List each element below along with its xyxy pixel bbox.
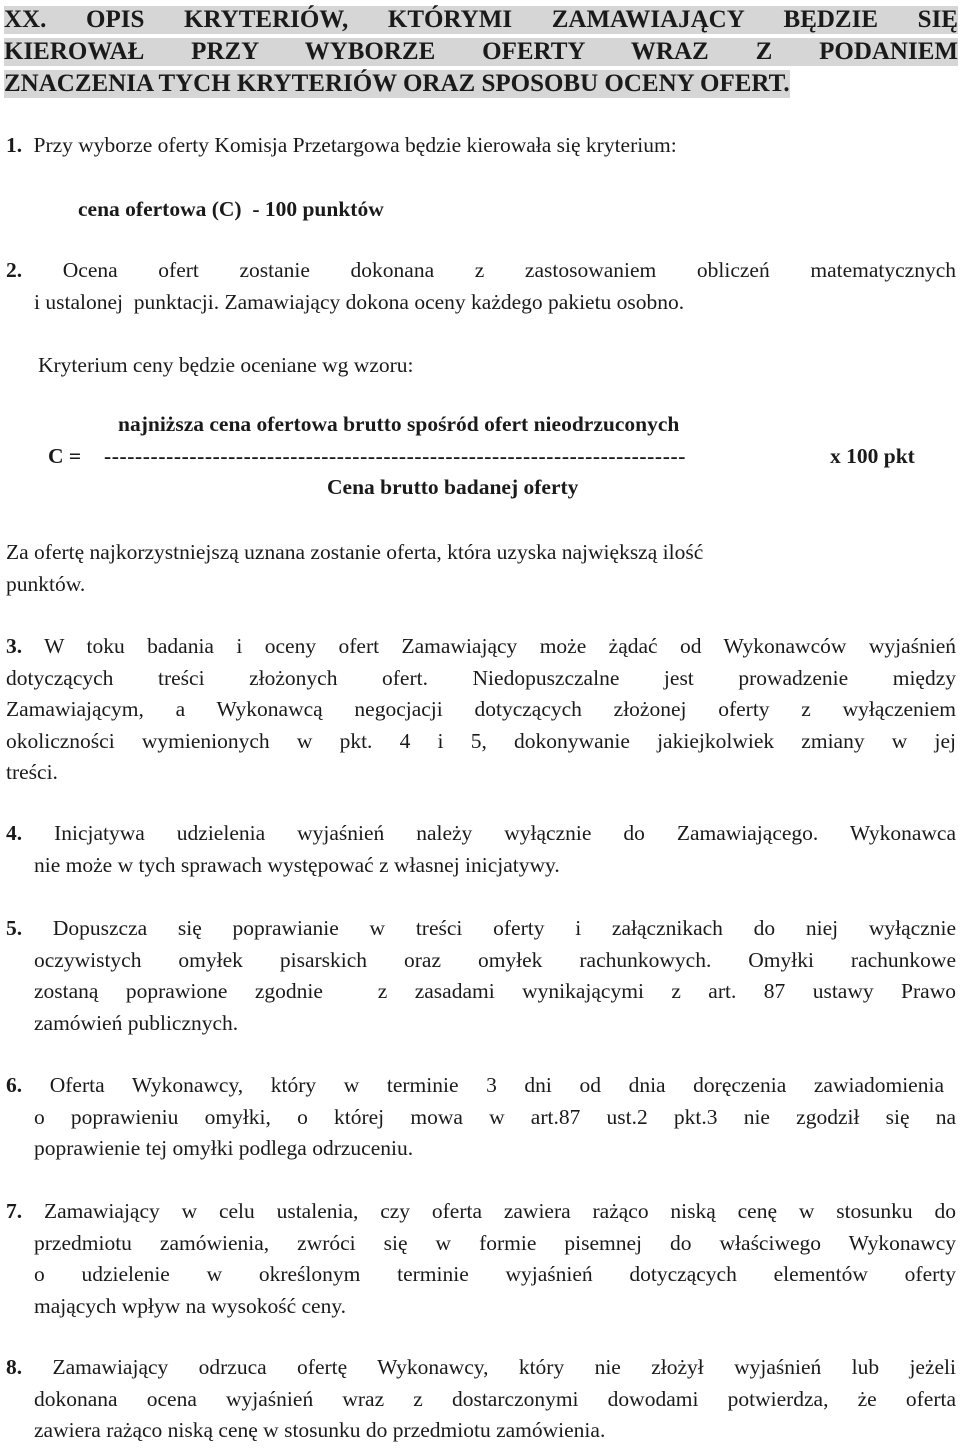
section-7-line-2: przedmiotu zamówienia, zwróci się w formie pisemnej do właściwego Wykonawcy (34, 1230, 956, 1255)
section-7 (6, 1196, 956, 1322)
formula-fraction-line: --------------------------------------------------------------------------- (104, 444, 686, 468)
section-6-line-1: Oferta Wykonawcy, który w terminie 3 dni od dnia doręczenia zawiadomienia (49, 1073, 944, 1097)
section-2 (6, 255, 956, 318)
criterion-price: cena ofertowa (C) - 100 punktów (78, 197, 384, 221)
section-8-number: 8. (6, 1355, 23, 1379)
section-8-line-1: Zamawiający odrzuca ofertę Wykonawcy, który nie złożył wyjaśnień lub jeżeli (52, 1355, 956, 1379)
heading-line-3: ZNACZENIA TYCH KRYTERIÓW ORAZ SPOSOBU OCENY OFERT. (4, 70, 790, 97)
section-7-number: 7. (6, 1199, 23, 1223)
section-5 (6, 913, 956, 1039)
formula-multiplier: x 100 pkt (830, 444, 915, 468)
section-7-line-1: Zamawiający w celu ustalenia, czy oferta zawiera rażąco niską cenę w stosunku do (43, 1199, 957, 1223)
section-3-line-1: W toku badania i oceny ofert Zamawiający może żądać od Wykonawców wyjaśnień (44, 634, 956, 658)
section-4-number: 4. (6, 821, 23, 845)
section-3-line-3: Zamawiającym, a Wykonawcą negocjacji dotyczących złożonej oferty z wyłączeniem (6, 697, 956, 721)
section-8 (6, 1352, 956, 1447)
section-4-line-2: nie może w tych sprawach występować z własnej inicjatywy. (34, 852, 560, 877)
section-2-number: 2. (6, 258, 23, 282)
formula-denominator: Cena brutto badanej oferty (327, 475, 579, 499)
best-offer-line-1: Za ofertę najkorzystniejszą uznana zostanie oferta, która uzyska największą ilość (6, 540, 704, 564)
section-8-line-2: dokonana ocena wyjaśnień wraz z dostarczonymi dowodami potwierdza, że oferta (34, 1386, 956, 1411)
section-6 (6, 1070, 956, 1165)
section-5-line-2: oczywistych omyłek pisarskich oraz omyłek rachunkowych. Omyłki rachunkowe (34, 947, 956, 972)
formula-label: C = (48, 444, 82, 468)
section-7-line-3: o udzielenie w określonym terminie wyjaśnień dotyczących elementów oferty (34, 1262, 956, 1286)
section-8-line-3: zawiera rażąco niską cenę w stosunku do przedmiotu zamówienia. (34, 1418, 606, 1442)
section-3-line-5: treści. (6, 760, 58, 784)
section-5-line-4: zamówień publicznych. (34, 1010, 239, 1035)
best-offer-line-2: punktów. (6, 571, 86, 596)
section-4-line-1: Inicjatywa udzielenia wyjaśnień należy wyłącznie do Zamawiającego. Wykonawca (54, 821, 957, 845)
heading-line-2: KIEROWAŁ PRZY WYBORZE OFERTY WRAZ Z PODANIEM (4, 38, 958, 65)
formula-row (48, 444, 915, 469)
section-2-line-1: Ocena ofert zostanie dokonana z zastosowaniem obliczeń matematycznych (62, 258, 956, 282)
section-2-line-2: i ustalonej punktacji. Zamawiający dokona oceny każdego pakietu osobno. (34, 289, 685, 314)
section-4 (6, 818, 956, 881)
section-1 (6, 130, 956, 162)
section-6-line-3: poprawienie tej omyłki podlega odrzuceniu. (34, 1136, 414, 1160)
section-5-line-3: zostaną poprawione zgodnie z zasadami wynikającymi z art. 87 ustawy Prawo (34, 979, 956, 1003)
section-6-number: 6. (6, 1073, 23, 1097)
section-1-text: Przy wyborze oferty Komisja Przetargowa będzie kierowała się kryterium: (33, 133, 677, 157)
section-3 (6, 631, 956, 789)
formula-intro: Kryterium ceny będzie oceniane wg wzoru: (38, 353, 414, 377)
section-5-line-1: Dopuszcza się poprawianie w treści oferty i załącznikach do niej wyłącznie (52, 916, 957, 940)
section-3-line-2: dotyczących treści złożonych ofert. Niedopuszczalne jest prowadzenie między (6, 665, 956, 690)
heading-line-1: XX. OPIS KRYTERIÓW, KTÓRYMI ZAMAWIAJĄCY BĘDZIE SIĘ (4, 6, 958, 33)
section-3-number: 3. (6, 634, 23, 658)
section-heading (4, 4, 958, 100)
section-3-line-4: okoliczności wymienionych w pkt. 4 i 5, dokonywanie jakiejkolwiek zmiany w jej (6, 728, 956, 753)
section-6-line-2: o poprawieniu omyłki, o której mowa w art.87 ust.2 pkt.3 nie zgodził się na (34, 1104, 956, 1129)
best-offer-paragraph (6, 537, 956, 600)
section-1-number: 1. (6, 133, 23, 157)
section-5-number: 5. (6, 916, 23, 940)
formula-numerator: najniższa cena ofertowa brutto spośród ofert nieodrzuconych (118, 412, 680, 436)
section-7-line-4: mających wpływ na wysokość ceny. (34, 1293, 347, 1318)
